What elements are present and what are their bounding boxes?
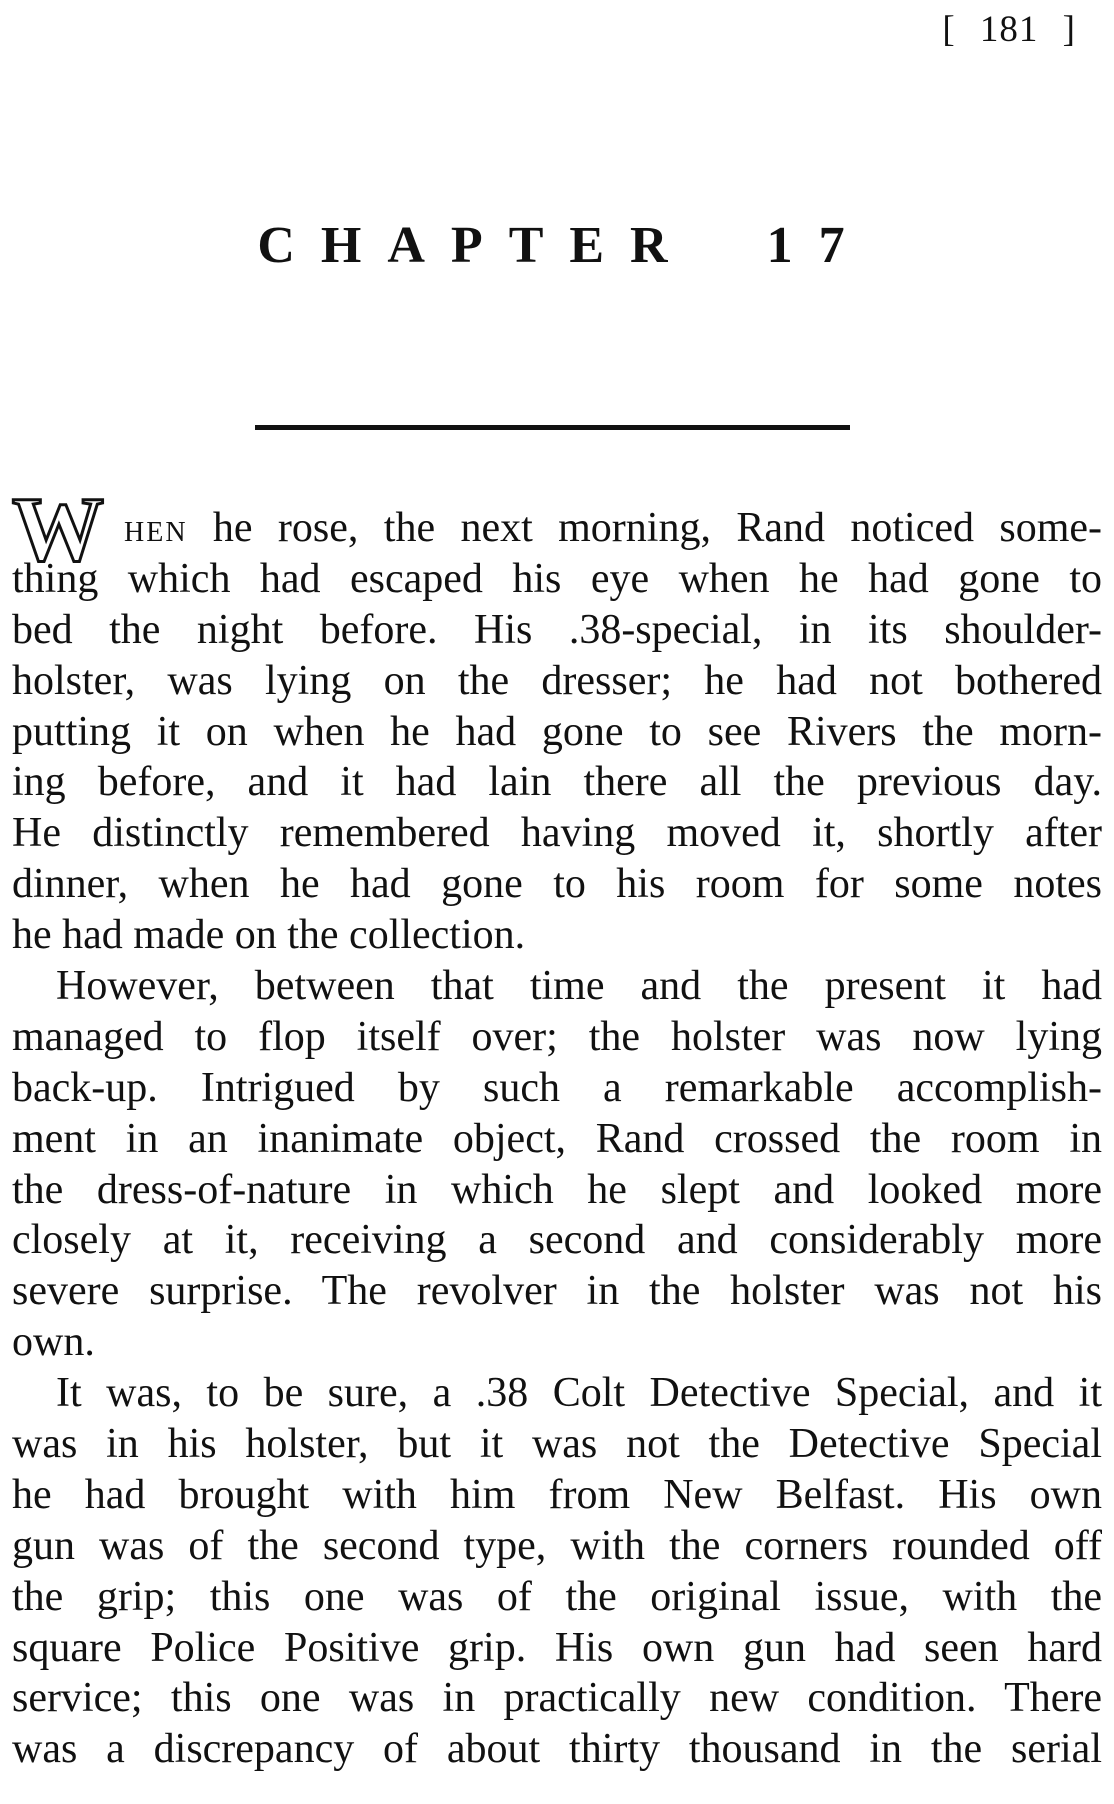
text-line: square Police Positive grip. His own gun had seen hard <box>12 1624 1102 1671</box>
text-line: It was, to be sure, a .38 Colt Detective Special, and it <box>56 1370 1102 1417</box>
text-line: dinner, when he had gone to his room for some notes <box>12 861 1102 908</box>
page-number: [ 181 ] <box>942 9 1076 50</box>
drop-cap: W <box>12 478 102 580</box>
text-line: the grip; this one was of the original issue, with the <box>12 1573 1102 1620</box>
text-line <box>12 503 1102 554</box>
text-line: severe surprise. The revolver in the holster was not his <box>12 1268 1102 1315</box>
text-line: putting it on when he had gone to see Rivers the morn- <box>12 708 1102 755</box>
text-line: bed the night before. His .38-special, in its shoulder- <box>12 606 1102 653</box>
text-line: However, between that time and the present it had <box>56 963 1102 1010</box>
text-line: thing which had escaped his eye when he had gone to <box>12 555 1102 602</box>
text-line: was in his holster, but it was not the Detective Special <box>12 1421 1102 1468</box>
text-line: He distinctly remembered having moved it, shortly after <box>12 810 1102 857</box>
text-line: managed to flop itself over; the holster was now lying <box>12 1013 1102 1060</box>
text-line: he had made on the collection. <box>12 912 526 959</box>
paragraph-1 <box>12 478 1102 961</box>
text-line: back-up. Intrigued by such a remarkable accomplish- <box>12 1064 1102 1111</box>
text-line: ing before, and it had lain there all the previous day. <box>12 759 1102 806</box>
text-line: the dress-of-nature in which he slept and looked more <box>12 1166 1102 1213</box>
text-line: holster, was lying on the dresser; he had not bothered <box>12 657 1102 704</box>
chapter-title: CHAPTER 17 <box>257 217 871 274</box>
small-caps-word: HEN <box>124 517 188 548</box>
paragraph-3 <box>12 1368 1102 1775</box>
text-line: closely at it, receiving a second and considerably more <box>12 1217 1102 1264</box>
text-line: service; this one was in practically new condition. There <box>12 1675 1102 1722</box>
text-line: was a discrepancy of about thirty thousand in the serial <box>12 1726 1102 1773</box>
chapter-divider <box>255 425 850 430</box>
text-line-rest: he rose, the next morning, Rand noticed some- <box>212 505 1102 551</box>
text-line: own. <box>12 1319 95 1366</box>
text-line: ment in an inanimate object, Rand crossed the room in <box>12 1115 1102 1162</box>
paragraph-2 <box>12 961 1102 1368</box>
text-line: gun was of the second type, with the corners rounded off <box>12 1522 1102 1569</box>
body-text <box>12 478 1102 1775</box>
text-line: he had brought with him from New Belfast. His own <box>12 1471 1102 1518</box>
